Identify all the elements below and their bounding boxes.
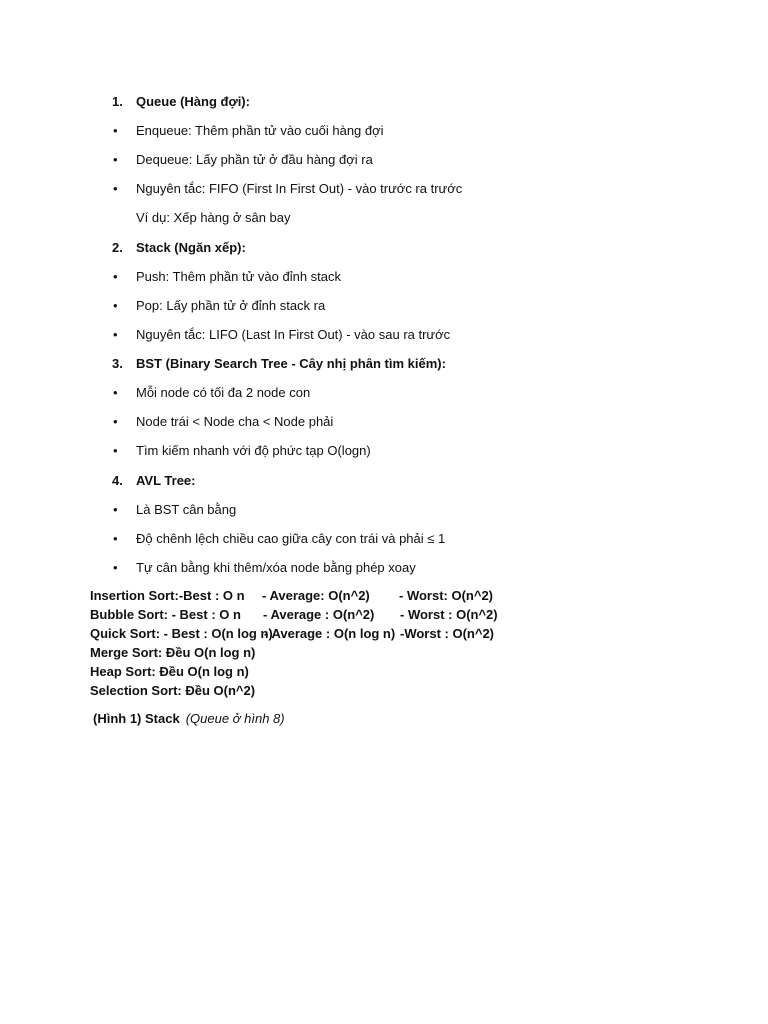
bullet-icon: • [113, 502, 118, 517]
section-heading-queue: Queue (Hàng đợi): [136, 94, 250, 109]
example-note: Ví dụ: Xếp hàng ở sân bay [136, 210, 291, 225]
sort-row-quick [90, 626, 510, 642]
bullet-icon: • [113, 181, 118, 196]
section-number: 3. [112, 356, 123, 371]
sort-average: - Average: O(n^2) [262, 588, 370, 603]
section-number: 1. [112, 94, 123, 109]
sort-worst: - Worst : O(n^2) [400, 607, 498, 622]
sort-name: Quick Sort: - Best : O(n log n) [90, 626, 273, 641]
section-number: 4. [112, 473, 123, 488]
section-heading-bst: BST (Binary Search Tree - Cây nhị phân tìm kiếm): [136, 356, 446, 371]
sort-name: Bubble Sort: - Best : O n [90, 607, 241, 622]
bullet-icon: • [113, 298, 118, 313]
sort-worst: - Worst: O(n^2) [399, 588, 494, 603]
caption-note: (Queue ở hình 8) [185, 711, 285, 726]
bullet-icon: • [113, 414, 118, 429]
section-heading-stack: Stack (Ngăn xếp): [136, 240, 246, 255]
sort-row-merge: Merge Sort: Đều O(n log n) [90, 645, 256, 660]
section-number: 2. [112, 240, 123, 255]
sort-worst: -Worst : O(n^2) [400, 626, 495, 641]
sort-row-insertion [90, 588, 510, 604]
list-item: Enqueue: Thêm phần tử vào cuối hàng đợi [136, 123, 384, 138]
list-item: Là BST cân bằng [136, 502, 237, 517]
list-item: Push: Thêm phần tử vào đỉnh stack [136, 269, 342, 284]
sort-name: Insertion Sort:-Best : O n [90, 588, 245, 603]
list-item: Nguyên tắc: LIFO (Last In First Out) - vào sau ra trước [136, 327, 451, 342]
bullet-icon: • [113, 152, 118, 167]
list-item: Node trái < Node cha < Node phải [136, 414, 334, 429]
bullet-icon: • [113, 269, 118, 284]
sort-average: - Average : O(n log n) [264, 626, 396, 641]
list-item: Tự cân bằng khi thêm/xóa node bằng phép xoay [136, 560, 416, 575]
sort-row-selection: Selection Sort: Đều O(n^2) [90, 683, 256, 698]
list-item: Mỗi node có tối đa 2 node con [136, 385, 311, 400]
list-item: Pop: Lấy phần tử ở đỉnh stack ra [136, 298, 326, 313]
section-heading-avl: AVL Tree: [136, 473, 196, 488]
bullet-icon: • [113, 327, 118, 342]
caption-label: (Hình 1) Stack [93, 711, 180, 726]
bullet-icon: • [113, 385, 118, 400]
sort-row-heap: Heap Sort: Đều O(n log n) [90, 664, 249, 679]
sort-average: - Average : O(n^2) [263, 607, 375, 622]
list-item: Nguyên tắc: FIFO (First In First Out) - vào trước ra trước [136, 181, 463, 196]
list-item: Độ chênh lệch chiều cao giữa cây con trái và phải ≤ 1 [136, 531, 446, 546]
bullet-icon: • [113, 443, 118, 458]
figure-caption [93, 711, 285, 727]
list-item: Tìm kiếm nhanh với độ phức tạp O(logn) [136, 443, 371, 458]
bullet-icon: • [113, 123, 118, 138]
bullet-icon: • [113, 531, 118, 546]
list-item: Dequeue: Lấy phần tử ở đầu hàng đợi ra [136, 152, 373, 167]
bullet-icon: • [113, 560, 118, 575]
sort-row-bubble [90, 607, 510, 623]
